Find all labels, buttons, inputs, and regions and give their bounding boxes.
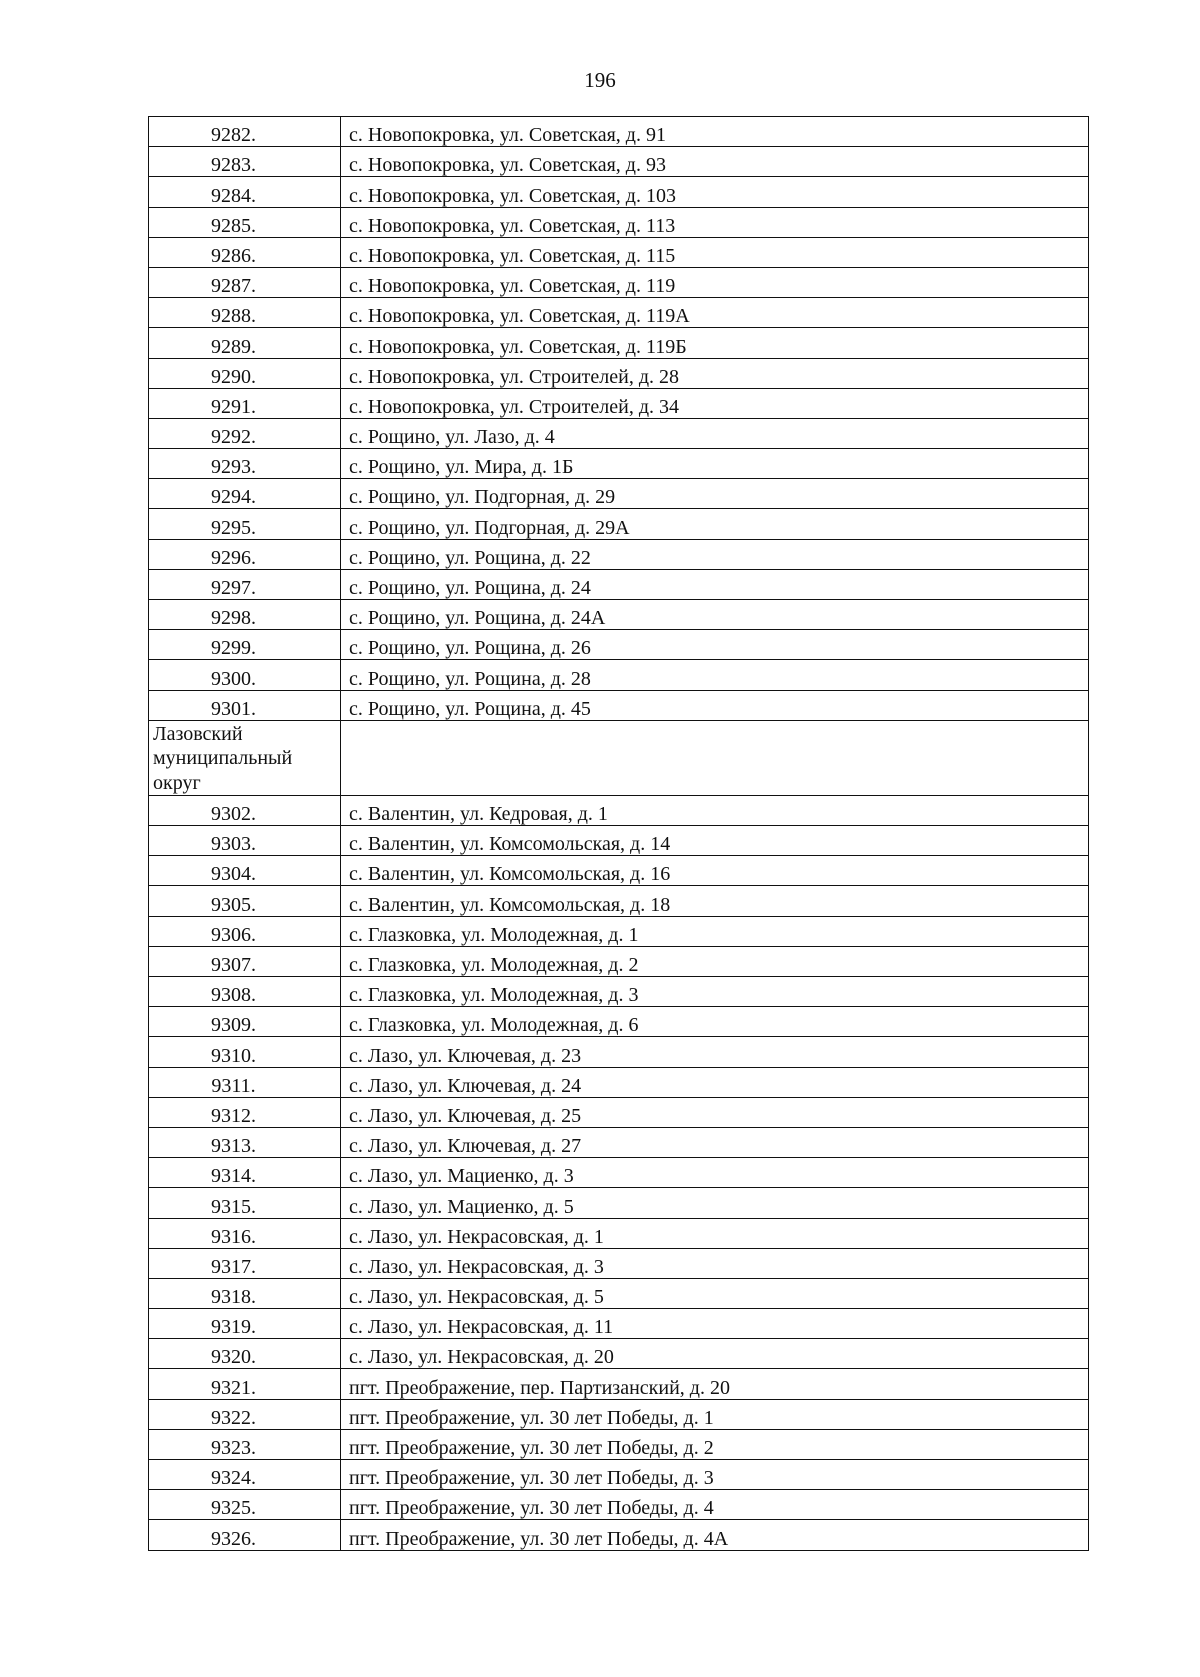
table-row xyxy=(149,660,1089,690)
table-row xyxy=(149,177,1089,207)
row-number-cell: 9318. xyxy=(149,1278,341,1308)
section-header-line: округ xyxy=(153,771,201,794)
table-row xyxy=(149,1158,1089,1188)
address-cell: с. Новопокровка, ул. Советская, д. 115 xyxy=(341,237,1089,267)
row-number-cell: 9321. xyxy=(149,1369,341,1399)
address-cell: пгт. Преображение, пер. Партизанский, д. 20 xyxy=(341,1369,1089,1399)
address-cell: с. Валентин, ул. Комсомольская, д. 18 xyxy=(341,886,1089,916)
table-row xyxy=(149,1007,1089,1037)
table-row xyxy=(149,690,1089,720)
row-number-cell: 9297. xyxy=(149,569,341,599)
row-number-cell: 9316. xyxy=(149,1218,341,1248)
section-header-empty-cell xyxy=(341,720,1089,795)
row-number-cell: 9303. xyxy=(149,826,341,856)
table-row xyxy=(149,1429,1089,1459)
row-number-cell: 9322. xyxy=(149,1399,341,1429)
table-row xyxy=(149,1369,1089,1399)
address-cell: с. Лазо, ул. Мациенко, д. 5 xyxy=(341,1188,1089,1218)
address-cell: с. Новопокровка, ул. Советская, д. 113 xyxy=(341,207,1089,237)
row-number-cell: 9314. xyxy=(149,1158,341,1188)
address-cell: пгт. Преображение, ул. 30 лет Победы, д. 4 xyxy=(341,1490,1089,1520)
row-number-cell: 9288. xyxy=(149,298,341,328)
table-row xyxy=(149,856,1089,886)
row-number-cell: 9284. xyxy=(149,177,341,207)
address-cell: с. Рощино, ул. Мира, д. 1Б xyxy=(341,449,1089,479)
address-cell: с. Лазо, ул. Некрасовская, д. 5 xyxy=(341,1278,1089,1308)
row-number-cell: 9285. xyxy=(149,207,341,237)
table-row xyxy=(149,1248,1089,1278)
address-cell: с. Рощино, ул. Рощина, д. 24А xyxy=(341,600,1089,630)
row-number-cell: 9290. xyxy=(149,358,341,388)
row-number-cell: 9304. xyxy=(149,856,341,886)
address-cell: с. Лазо, ул. Ключевая, д. 24 xyxy=(341,1067,1089,1097)
row-number-cell: 9286. xyxy=(149,237,341,267)
address-cell: с. Рощино, ул. Рощина, д. 45 xyxy=(341,690,1089,720)
table-row xyxy=(149,1278,1089,1308)
table-row xyxy=(149,795,1089,825)
address-cell: с. Рощино, ул. Подгорная, д. 29А xyxy=(341,509,1089,539)
table-row xyxy=(149,977,1089,1007)
table-row xyxy=(149,630,1089,660)
row-number-cell: 9282. xyxy=(149,117,341,147)
table-row xyxy=(149,418,1089,448)
table-row xyxy=(149,328,1089,358)
address-cell: с. Лазо, ул. Некрасовская, д. 20 xyxy=(341,1339,1089,1369)
table-row xyxy=(149,509,1089,539)
row-number-cell: 9317. xyxy=(149,1248,341,1278)
address-cell: с. Глазковка, ул. Молодежная, д. 3 xyxy=(341,977,1089,1007)
table-row xyxy=(149,207,1089,237)
table-row xyxy=(149,1399,1089,1429)
section-header-row xyxy=(149,720,1089,795)
table-row xyxy=(149,237,1089,267)
rows-after-section xyxy=(149,795,1089,1550)
address-cell: с. Новопокровка, ул. Строителей, д. 28 xyxy=(341,358,1089,388)
address-cell: с. Лазо, ул. Некрасовская, д. 1 xyxy=(341,1218,1089,1248)
table-row xyxy=(149,1339,1089,1369)
row-number-cell: 9320. xyxy=(149,1339,341,1369)
address-cell: пгт. Преображение, ул. 30 лет Победы, д. 3 xyxy=(341,1460,1089,1490)
row-number-cell: 9326. xyxy=(149,1520,341,1550)
row-number-cell: 9289. xyxy=(149,328,341,358)
address-cell: с. Новопокровка, ул. Строителей, д. 34 xyxy=(341,388,1089,418)
address-cell: с. Глазковка, ул. Молодежная, д. 6 xyxy=(341,1007,1089,1037)
table-row xyxy=(149,946,1089,976)
row-number-cell: 9308. xyxy=(149,977,341,1007)
section-header-line: Лазовский xyxy=(153,722,243,745)
table-row xyxy=(149,1490,1089,1520)
table-row xyxy=(149,358,1089,388)
section-header-cell xyxy=(149,720,341,795)
address-cell: с. Лазо, ул. Некрасовская, д. 11 xyxy=(341,1309,1089,1339)
address-cell: с. Рощино, ул. Подгорная, д. 29 xyxy=(341,479,1089,509)
row-number-cell: 9293. xyxy=(149,449,341,479)
table-row xyxy=(149,388,1089,418)
table-row xyxy=(149,449,1089,479)
address-cell: с. Новопокровка, ул. Советская, д. 103 xyxy=(341,177,1089,207)
address-table xyxy=(148,116,1089,1551)
address-cell: с. Валентин, ул. Комсомольская, д. 14 xyxy=(341,826,1089,856)
address-cell: с. Лазо, ул. Ключевая, д. 27 xyxy=(341,1127,1089,1157)
row-number-cell: 9295. xyxy=(149,509,341,539)
address-cell: с. Новопокровка, ул. Советская, д. 93 xyxy=(341,147,1089,177)
table-row xyxy=(149,886,1089,916)
row-number-cell: 9299. xyxy=(149,630,341,660)
row-number-cell: 9324. xyxy=(149,1460,341,1490)
address-cell: с. Валентин, ул. Комсомольская, д. 16 xyxy=(341,856,1089,886)
table-row xyxy=(149,147,1089,177)
section-header-group xyxy=(149,720,1089,795)
address-cell: с. Новопокровка, ул. Советская, д. 119Б xyxy=(341,328,1089,358)
rows-before-section xyxy=(149,117,1089,721)
row-number-cell: 9296. xyxy=(149,539,341,569)
row-number-cell: 9291. xyxy=(149,388,341,418)
row-number-cell: 9305. xyxy=(149,886,341,916)
row-number-cell: 9309. xyxy=(149,1007,341,1037)
row-number-cell: 9298. xyxy=(149,600,341,630)
address-cell: с. Новопокровка, ул. Советская, д. 119 xyxy=(341,267,1089,297)
row-number-cell: 9287. xyxy=(149,267,341,297)
table-row xyxy=(149,826,1089,856)
table-row xyxy=(149,1188,1089,1218)
row-number-cell: 9310. xyxy=(149,1037,341,1067)
table-row xyxy=(149,569,1089,599)
address-cell: с. Рощино, ул. Рощина, д. 22 xyxy=(341,539,1089,569)
row-number-cell: 9292. xyxy=(149,418,341,448)
address-cell: с. Рощино, ул. Рощина, д. 24 xyxy=(341,569,1089,599)
address-cell: с. Рощино, ул. Рощина, д. 28 xyxy=(341,660,1089,690)
address-cell: с. Рощино, ул. Лазо, д. 4 xyxy=(341,418,1089,448)
row-number-cell: 9313. xyxy=(149,1127,341,1157)
address-cell: пгт. Преображение, ул. 30 лет Победы, д. 4А xyxy=(341,1520,1089,1550)
row-number-cell: 9307. xyxy=(149,946,341,976)
row-number-cell: 9300. xyxy=(149,660,341,690)
table-row xyxy=(149,539,1089,569)
table-row xyxy=(149,1127,1089,1157)
table-row xyxy=(149,267,1089,297)
row-number-cell: 9302. xyxy=(149,795,341,825)
table-row xyxy=(149,298,1089,328)
table-row xyxy=(149,916,1089,946)
table-row xyxy=(149,1309,1089,1339)
address-cell: с. Глазковка, ул. Молодежная, д. 1 xyxy=(341,916,1089,946)
table-row xyxy=(149,479,1089,509)
row-number-cell: 9301. xyxy=(149,690,341,720)
address-table-container xyxy=(148,116,1089,1551)
address-cell: с. Глазковка, ул. Молодежная, д. 2 xyxy=(341,946,1089,976)
address-cell: пгт. Преображение, ул. 30 лет Победы, д. 1 xyxy=(341,1399,1089,1429)
page-number: 196 xyxy=(584,68,616,92)
table-row xyxy=(149,1520,1089,1550)
table-row xyxy=(149,600,1089,630)
table-row xyxy=(149,1067,1089,1097)
address-cell: с. Лазо, ул. Некрасовская, д. 3 xyxy=(341,1248,1089,1278)
table-row xyxy=(149,117,1089,147)
table-row xyxy=(149,1218,1089,1248)
address-cell: с. Рощино, ул. Рощина, д. 26 xyxy=(341,630,1089,660)
table-row xyxy=(149,1460,1089,1490)
row-number-cell: 9315. xyxy=(149,1188,341,1218)
row-number-cell: 9311. xyxy=(149,1067,341,1097)
row-number-cell: 9325. xyxy=(149,1490,341,1520)
row-number-cell: 9306. xyxy=(149,916,341,946)
row-number-cell: 9294. xyxy=(149,479,341,509)
address-cell: с. Лазо, ул. Ключевая, д. 23 xyxy=(341,1037,1089,1067)
section-header-line: муниципальный xyxy=(153,747,293,770)
table-row xyxy=(149,1097,1089,1127)
address-cell: с. Лазо, ул. Ключевая, д. 25 xyxy=(341,1097,1089,1127)
row-number-cell: 9319. xyxy=(149,1309,341,1339)
row-number-cell: 9312. xyxy=(149,1097,341,1127)
address-cell: пгт. Преображение, ул. 30 лет Победы, д. 2 xyxy=(341,1429,1089,1459)
table-row xyxy=(149,1037,1089,1067)
address-cell: с. Новопокровка, ул. Советская, д. 91 xyxy=(341,117,1089,147)
row-number-cell: 9323. xyxy=(149,1429,341,1459)
address-cell: с. Новопокровка, ул. Советская, д. 119А xyxy=(341,298,1089,328)
address-cell: с. Лазо, ул. Мациенко, д. 3 xyxy=(341,1158,1089,1188)
address-cell: с. Валентин, ул. Кедровая, д. 1 xyxy=(341,795,1089,825)
row-number-cell: 9283. xyxy=(149,147,341,177)
